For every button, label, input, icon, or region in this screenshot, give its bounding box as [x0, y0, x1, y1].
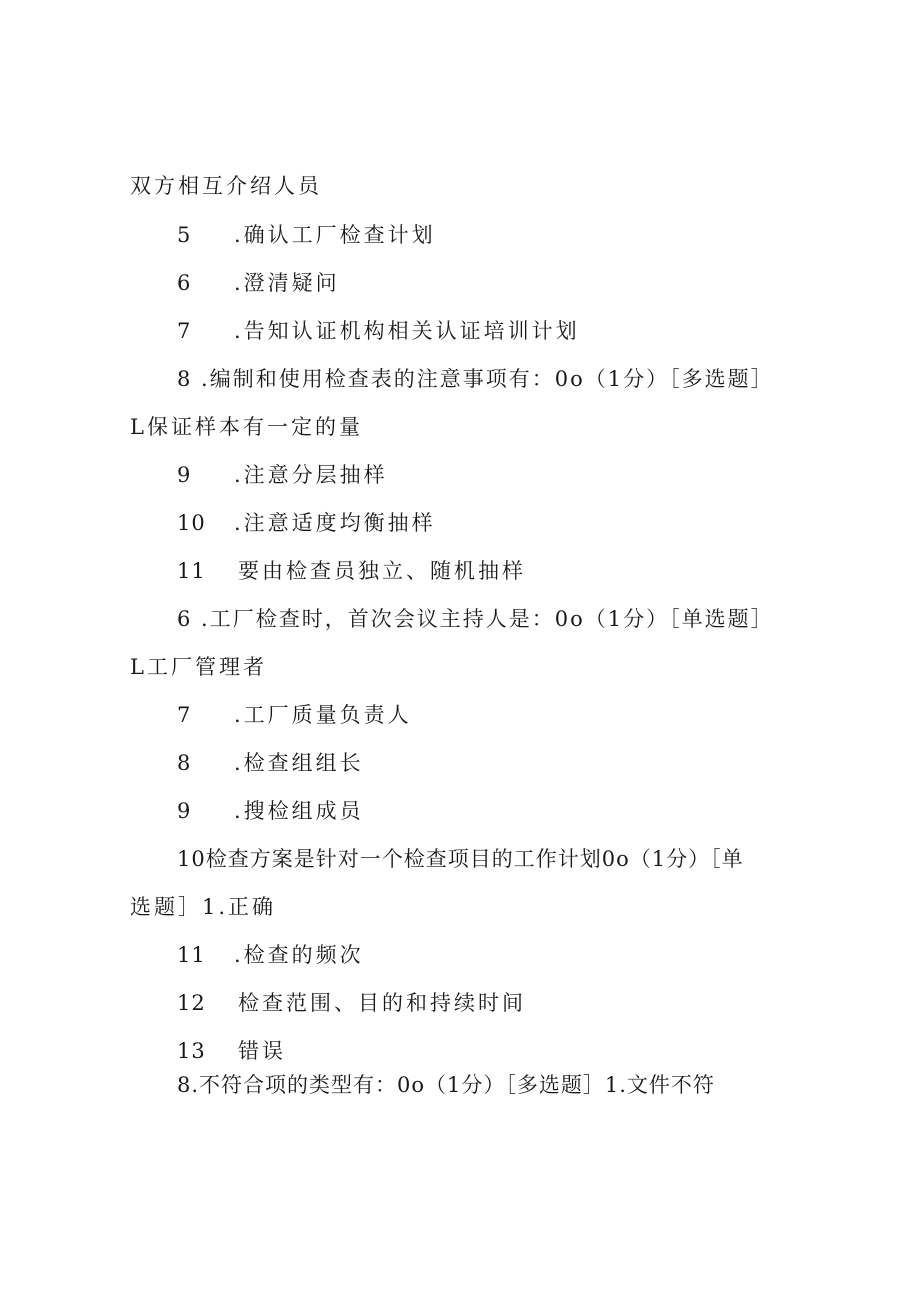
text-line: 双方相互介绍人员	[130, 174, 322, 198]
question-text: 10检查方案是针对一个检查项目的工作计划0o（1分）［单	[177, 847, 744, 871]
question-text: 8 .编制和使用检查表的注意事项有：0o（1分）［多选题］	[177, 367, 774, 391]
question-text: 8.不符合项的类型有：0o（1分）［多选题］1.文件不符	[177, 1073, 715, 1097]
list-item-text: .搜检组成员	[234, 799, 364, 823]
answer-option: L保证样本有一定的量	[130, 415, 363, 439]
list-number: 6	[177, 271, 192, 295]
list-item-text: .工厂质量负责人	[234, 703, 412, 727]
list-item-text: 检查范围、目的和持续时间	[238, 991, 526, 1015]
list-number: 8	[177, 751, 192, 775]
list-item-text: 错误	[238, 1039, 286, 1063]
question-text-continued: 选题］1.正确	[130, 895, 277, 919]
list-item-text: .注意分层抽样	[234, 463, 388, 487]
list-number: 7	[177, 319, 192, 343]
answer-option: L工厂管理者	[130, 655, 267, 679]
list-item-text: .澄清疑问	[234, 271, 340, 295]
list-item-text: .告知认证机构相关认证培训计划	[234, 319, 580, 343]
list-number: 9	[177, 799, 192, 823]
list-item-text: .检查的频次	[234, 943, 364, 967]
list-item-text: .检查组组长	[234, 751, 364, 775]
list-item-text: .确认工厂检查计划	[234, 223, 436, 247]
list-number: 13	[177, 1039, 206, 1063]
question-text: 6 .工厂检查时，首次会议主持人是：0o（1分）［单选题］	[177, 607, 774, 631]
list-item-text: .注意适度均衡抽样	[234, 511, 436, 535]
list-number: 11	[177, 943, 206, 967]
list-item-text: 要由检查员独立、随机抽样	[238, 559, 526, 583]
list-number: 10	[177, 511, 206, 535]
list-number: 9	[177, 463, 192, 487]
list-number: 5	[177, 223, 192, 247]
list-number: 12	[177, 991, 206, 1015]
list-number: 7	[177, 703, 192, 727]
list-number: 11	[177, 559, 206, 583]
